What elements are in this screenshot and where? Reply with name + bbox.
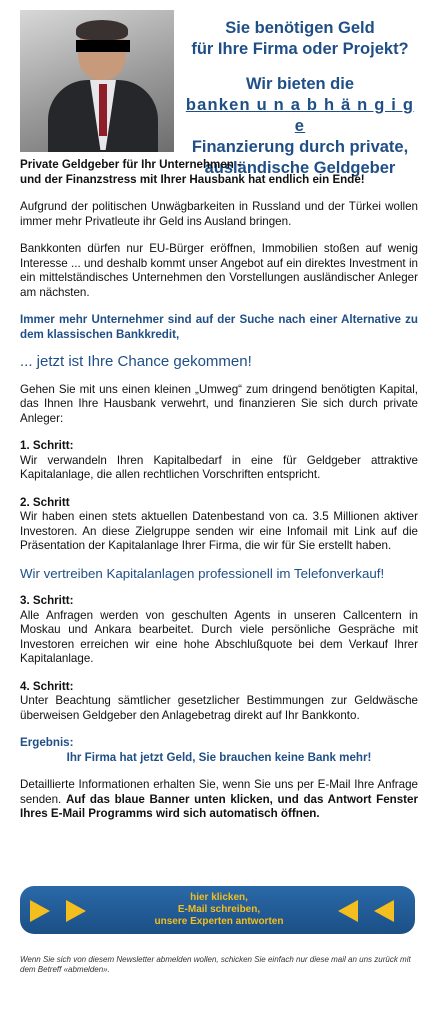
step-4-title: 4. Schritt: — [20, 679, 74, 693]
email-banner-button[interactable] — [20, 886, 415, 934]
chance-heading: ... jetzt ist Ihre Chance gekommen! — [20, 353, 252, 370]
banner-line: unsere Experten antworten — [154, 916, 284, 927]
telefonverkauf-heading: Wir vertreiben Kapitalanlagen professionell im Telefonverkauf! — [20, 565, 385, 581]
step-2 — [20, 496, 418, 554]
result-title: Ergebnis: — [20, 736, 74, 749]
headline-line: Finanzierung durch private, — [191, 138, 409, 156]
intro-paragraph-1: Aufgrund der politischen Unwägbarkeiten in Russland und der Türkei wollen immer mehr Privatleute ihr Geld ins Ausland bringen. — [20, 200, 418, 228]
intro-bold-line1: Private Geldgeber für Ihr Unternehmen - — [20, 158, 241, 171]
step-3-text: Alle Anfragen werden von geschulten Agents in unseren Callcentern in Moskau und Ankara bearbeitet. Durch viele persönliche Gespräche mit Investoren erreichen wir eine hohe Abschlußquote bei dem Verkauf Ihrer Kapitalanlage. — [20, 608, 418, 665]
headline-line: ausländische Geldgeber — [204, 159, 396, 177]
arrow-left-icon — [374, 900, 394, 922]
result-text: Ihr Firma hat jetzt Geld, Sie brauchen keine Bank mehr! — [66, 750, 372, 764]
arrow-right-icon — [30, 900, 50, 922]
details-plain: Detaillierte Informationen erhalten Sie, wenn Sie uns per E-Mail Ihre Anfrage senden. — [20, 778, 418, 806]
photo-hair — [76, 20, 128, 40]
headline-line: für Ihre Firma oder Projekt? — [191, 40, 409, 58]
step-1 — [20, 439, 418, 483]
arrow-left-icon — [338, 900, 358, 922]
photo-tie — [99, 84, 107, 136]
intro-blue-statement: Immer mehr Unternehmer sind auf der Suche nach einer Alternative zu dem klassischen Bankkredit, — [20, 313, 418, 341]
unsubscribe-note: Wenn Sie sich von diesem Newsletter abmelden wollen, schicken Sie einfach nur diese mail an uns zurück mit dem Betreff «abmelden». — [20, 955, 411, 974]
step-1-text: Wir verwandeln Ihren Kapitalbedarf in eine für Geldgeber attraktive Kapitalanlage, die allen rechtlichen Vorschriften entspricht. — [20, 453, 418, 481]
intro-bold-line2: und der Finanzstress mit Ihrer Hausbank hat endlich ein Ende! — [20, 172, 365, 186]
result-block — [20, 736, 418, 765]
step-3-title: 3. Schritt: — [20, 594, 74, 607]
banner-line: hier klicken, — [190, 892, 248, 903]
banner-text — [140, 892, 298, 928]
step-2-title: 2. Schritt — [20, 495, 70, 509]
step-4-text: Unter Beachtung sämtlicher gesetzlicher Bestimmungen zur Geldwäsche überweisen Geldgeber den Anlagebetrag direkt auf Ihr Bankkonto. — [20, 694, 418, 722]
intro-paragraph-3: Gehen Sie mit uns einen kleinen „Umweg“ zum dringend benötigten Kapital, das Ihnen Ihre Hausbank verwehrt, und finanzieren Sie sich durch private Anleger: — [20, 382, 418, 425]
step-2-text: Wir haben einen stets aktuellen Datenbestand von ca. 3.5 Millionen aktiver Investoren. An diese Zielgruppe senden wir eine Infomail mit Link auf die Präsentation der Kapitalanlage Ihrer Firma, die wir für Sie erstellt haben. — [20, 510, 418, 552]
banner-line: E-Mail schreiben, — [177, 904, 261, 915]
arrow-right-icon — [66, 900, 86, 922]
intro-paragraph-2: Bankkonten dürfen nur EU-Bürger eröffnen, Immobilien stoßen auf wenig Interesse ... und deshalb kommt unser Angebot auf ein direktes Investment in ein mittelständisches Unternehmen den Vorstellungen ausländischer Anleger am nächsten. — [20, 242, 418, 299]
intro-bold — [20, 158, 418, 187]
censor-bar — [76, 40, 130, 52]
details-paragraph — [20, 778, 418, 822]
businessman-photo — [20, 10, 174, 152]
headline-line: Sie benötigen Geld — [225, 19, 375, 37]
step-4 — [20, 680, 418, 724]
step-1-title: 1. Schritt: — [20, 439, 74, 452]
headline-line-underlined: banken u n a b h ä n g i g e — [185, 96, 415, 135]
details-bold: Auf das blaue Banner unten klicken, und das Antwort Fenster Ihres E-Mail Programms wird sich automatisch öffnen. — [20, 792, 419, 820]
headline-gap — [180, 60, 420, 74]
main-content — [20, 158, 418, 835]
step-3 — [20, 594, 418, 667]
headline-line: Wir bieten die — [245, 75, 355, 93]
headline — [180, 18, 420, 179]
